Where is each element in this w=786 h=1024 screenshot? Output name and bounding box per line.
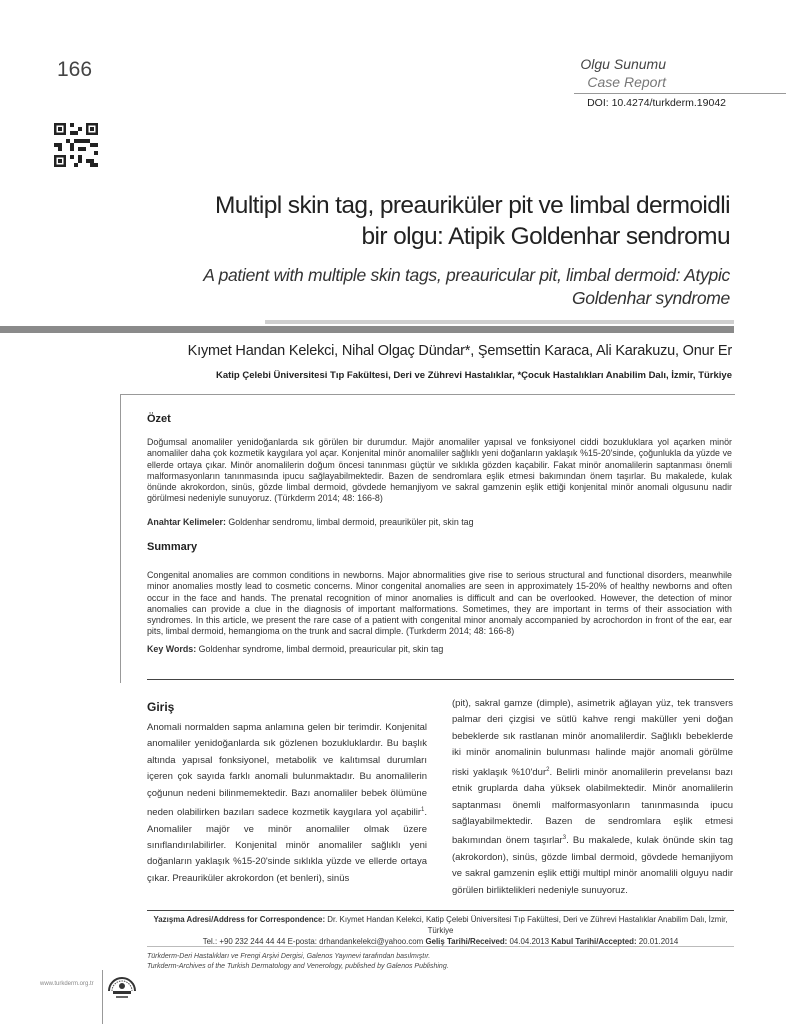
giris-col2-text-a: (pit), sakral gamze (dimple), asimetrik ağlayan yüz, tek transvers palmar deri çizgisi ve sütlü kahve rengi maküller yeni doğan bebeklerde sık rastlanan minör anomalilerdir. Sağlıklı bebeklerde iki minör anomalinin bulunması halinde majör anomali görülme riski yaklaşık %10'dur (452, 698, 733, 778)
publisher-line-2: Turkderm-Archives of the Turkish Dermatology and Venerology, published by Galenos Publishing. (147, 962, 449, 970)
summary-keywords (147, 644, 732, 655)
giris-col1-text-a: Anomali normalden sapma anlamına gelen bir terimdir. Konjenital anomaliler yenidoğanlarda sık gözlenen bozukluklardır. Bu başlık altında yapısal fonksiyonel, metabolik ve kalıtımsal durumları içeren çok sayıda farklı anomali bulunmaktadır. Bu anomalilerin çoğunun nedeni bilinmemektedir. Bazı anomaliler bebek ölümüne neden olabilirken bazıları sadece kozmetik kaygılara yol açabilir (147, 722, 427, 819)
accepted-date: 20.01.2014 (638, 936, 679, 946)
giris-column-1 (147, 720, 427, 887)
title-english-line2: Goldenhar syndrome (571, 288, 730, 308)
publisher-line-1: Türkderm-Deri Hastalıkları ve Frengi Arşivi Dergisi, Galenos Yayınevi tarafından basılmıştır. (147, 953, 431, 960)
article-type-tr: Olgu Sunumu (580, 56, 666, 72)
summary-text: Congenital anomalies are common conditions in newborns. Major abnormalities give rise to serious structural and functional disorders, meanwhile minor anomalies mostly lead to cosmetic concerns. Minor congenital anomalies are seen in approximately 15-20% of healthy newborns and often occur in the face and hands. The prenatal recognition of minor anomalies is difficult and can be overlooked. However, the detection of minor anomalies can provide a clue in the diagnosis of important malformations. Sometimes, they are important in terms of their association with syndromes. In this article, we present the rare case of a patient with congenital minor anomaly accompanied by acrochordon in front of the ear, ear pits, limbal dermoid, hemangioma on the trunk and sacral dimple. (Turkderm 2014; 48: 166-8) (147, 570, 732, 637)
society-logo-icon (107, 975, 137, 1003)
reference-1: 1 (421, 807, 425, 814)
ozet-keywords-label: Anahtar Kelimeler: (147, 517, 226, 527)
ozet-text: Doğumsal anomaliler yenidoğanlarda sık görülen bir durumdur. Majör anomaliler yapısal ve fonksiyonel ciddi bozukluklara yol açarken minör anomaliler daha çok kozmetik kaygılara yol açar. Konjenital minör anomaliler sağlıklı yeni doğanların yaklaşık %15-20'sinde, çoğunlukla da yüzde ve ellerde ortaya çıkar. Minör anomalilerin doğum öncesi tanınması güçtür ve sıklıkla gözden kaçabilir. Fakat minör anomalilerin saptanması önemli malformasyonların tanınmasında ipucu sağlayabilmektedir. Bazen de sendromlara eşlik etmesi bakımından önem taşırlar. Bu makalede, kulak önünde akrokordon, sinüs, gözde limbal dermoid, gövdede hemanjiyom ve sakral gamzenin eşlik ettiği konjenital minör anomali olgusunu nadir görülmesi nedeniyle sunuyoruz. (Türkderm 2014; 48: 166-8) (147, 437, 732, 504)
giris-col1-text-b: . Anomaliler majör ve minör anomaliler olmak üzere sınıflandırılabilirler. Konjenital minör anomaliler sağlıklı yeni doğanların yaklaşık %15-20'sinde sıklıkla yüzde ve ellerde ortaya çıkar. Preauriküler akrokordon (et benleri), sinüs (147, 807, 427, 884)
correspondence-address: Dr. Kıymet Handan Kelekci, Katip Çelebi Üniversitesi Tıp Fakültesi, Deri ve Zührevi Hastalıklar Anabilim Dalı, İzmir, Türkiye (327, 915, 728, 935)
correspondence (147, 915, 734, 947)
accepted-label: Kabul Tarihi/Accepted: (551, 936, 637, 946)
publisher-info (147, 952, 449, 971)
giris-column-2 (452, 696, 733, 899)
doi: DOI: 10.4274/turkderm.19042 (587, 97, 726, 109)
publisher-divider (147, 946, 734, 947)
reference-3: 3 (562, 835, 567, 842)
correspondence-contact: Tel.: +90 232 244 44 44 E-posta: drhandankelekci@yahoo.com (202, 936, 424, 946)
article-type-en: Case Report (587, 74, 666, 90)
ozet-heading: Özet (147, 413, 171, 425)
title-bar-dark (0, 326, 734, 333)
title-turkish (130, 190, 730, 252)
summary-keywords-label: Key Words: (147, 644, 197, 654)
affiliation: Katip Çelebi Üniversitesi Tıp Fakültesi, Deri ve Zührevi Hastalıklar, *Çocuk Hastalıkları Anabilim Dalı, İzmir, Türkiye (215, 370, 732, 381)
ozet-keywords-value: Goldenhar sendromu, limbal dermoid, preauriküler pit, skin tag (228, 517, 474, 527)
title-english-line1: A patient with multiple skin tags, preauricular pit, limbal dermoid: Atypic (203, 265, 730, 285)
qr-code-icon (54, 123, 98, 167)
title-turkish-line2: bir olgu: Atipik Goldenhar sendromu (361, 223, 730, 250)
header-divider (574, 93, 786, 94)
footer-divider (147, 910, 734, 911)
summary-heading: Summary (147, 541, 198, 553)
received-label: Geliş Tarihi/Received: (425, 936, 508, 946)
received-date: 04.04.2013 (509, 936, 550, 946)
website-link[interactable]: www.turkderm.org.tr (40, 981, 94, 987)
abstract-divider (147, 679, 734, 680)
footer-vertical-rule (102, 970, 103, 1024)
correspondence-label: Yazışma Adresi/Address for Correspondence: (153, 915, 326, 924)
giris-col2-text-c: . Bu makalede, kulak önünde skin tag (akrokordon), sinüs, gözde limbal dermoid, gövdede hemanjiyom ve sakral gamzenin eşlik ettiği multipl minör anomalili olguyu nadir görülen birliktelikleri nedeniyle sunuyoruz. (452, 835, 733, 896)
title-bar-light (265, 320, 734, 324)
summary-keywords-value: Goldenhar syndrome, limbal dermoid, preauricular pit, skin tag (198, 644, 444, 654)
giris-col2-text-b: . Belirli minör anomalilerin prevelansı bazı etnik gruplarda daha yüksek olabilmektedir. Minör anomalilerin saptanması önemli malformasyonların tanınmasında ipucu sağlayabilmektedir. Bazen de sendromlara eşlik etmesi bakımından önem taşırlar (452, 766, 733, 847)
reference-2: 2 (546, 766, 550, 773)
authors: Kıymet Handan Kelekci, Nihal Olgaç Dündar*, Şemsettin Karaca, Ali Karakuzu, Onur Er (187, 343, 732, 359)
title-turkish-line1: Multipl skin tag, preauriküler pit ve limbal dermoidli (215, 192, 730, 219)
title-english (110, 264, 730, 310)
ozet-keywords (147, 517, 732, 528)
giris-heading: Giriş (147, 700, 175, 714)
page-number: 166 (57, 58, 93, 81)
